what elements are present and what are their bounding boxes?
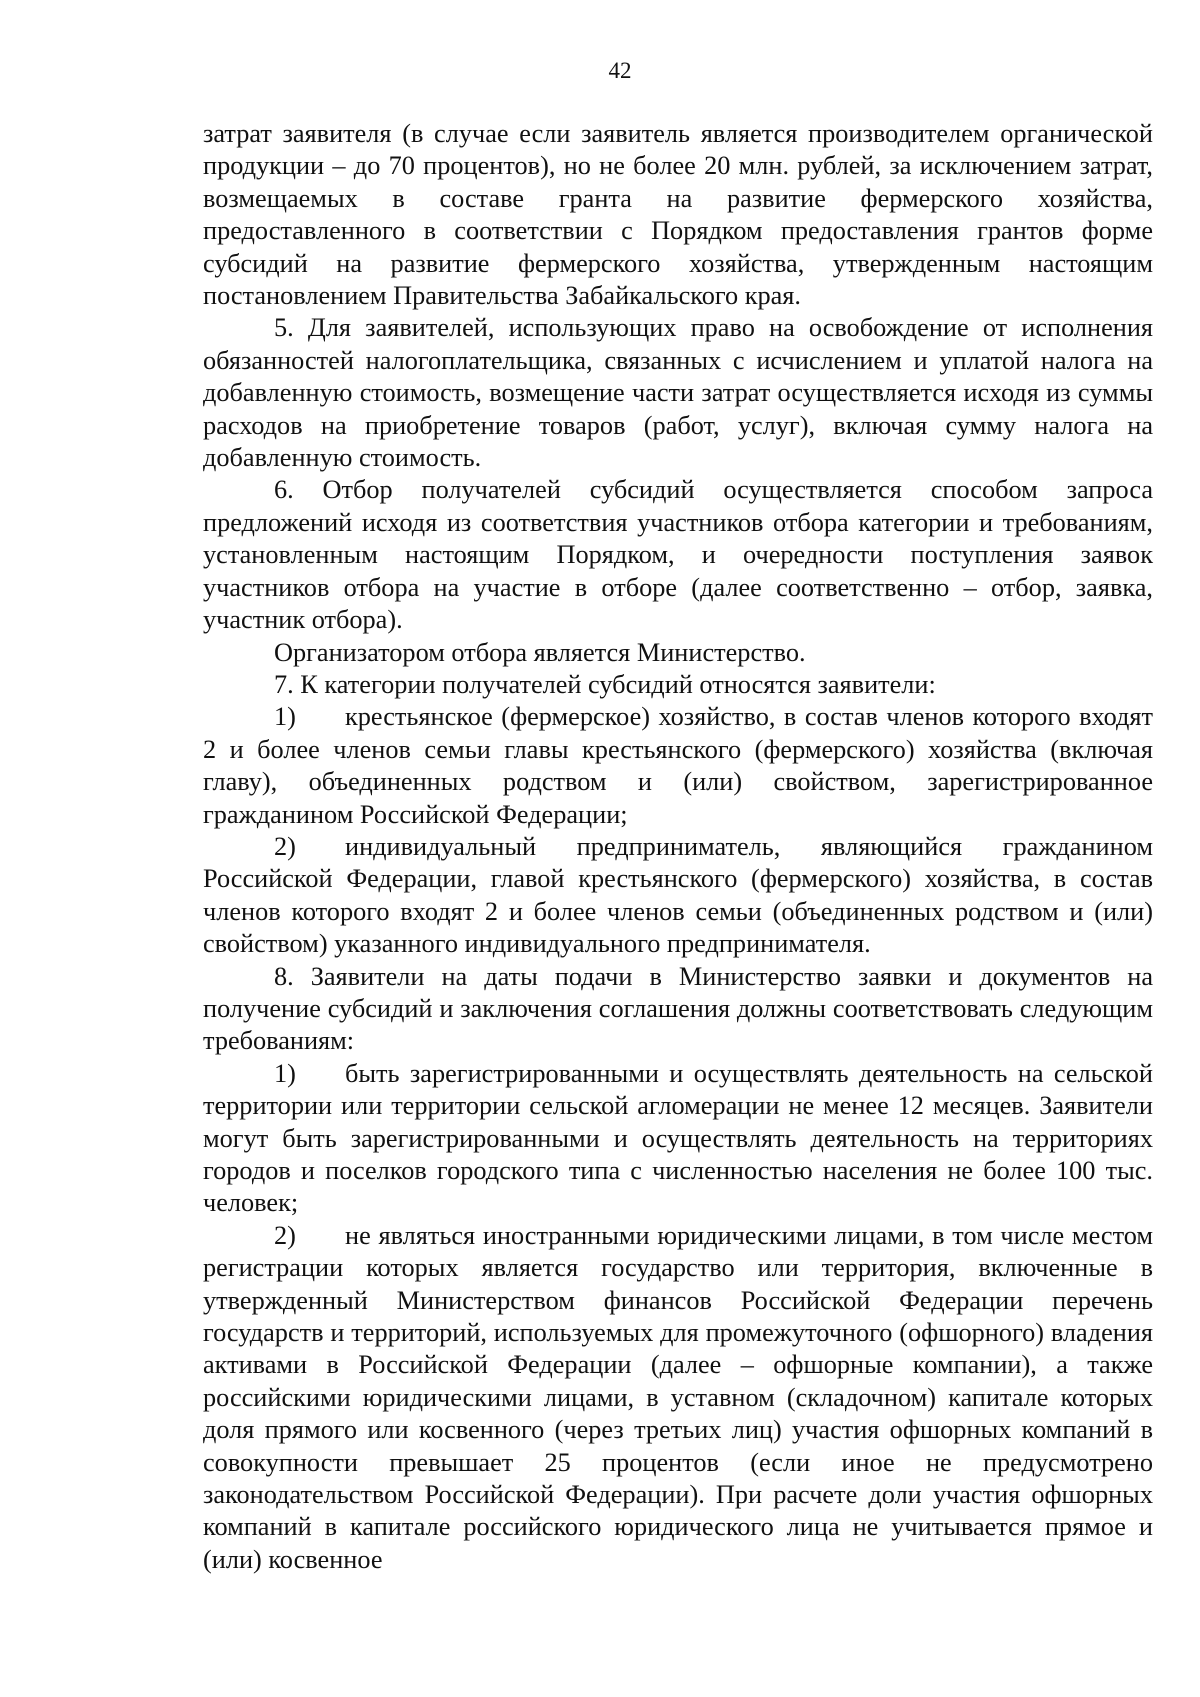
paragraph-5: 5. Для заявителей, использующих право на освобождение от исполнения обязанностей налогоплательщика, связанных с исчислением и уплатой налога на добавленную стоимость, возмещение части затрат осуществляется исходя из суммы расходов на приобретение товаров (работ, услуг), включая сумму налога на добавленную стоимость. bbox=[203, 313, 1153, 473]
list-item-number: 1) bbox=[274, 1058, 296, 1088]
paragraph-continuation: затрат заявителя (в случае если заявитель является производителем органической продукции – до 70 процентов), но не более 20 млн. рублей, за исключением затрат, возмещаемых в составе гранта на развитие фермерского хозяйства, предоставленного в соответствии с Порядком предоставления грантов форме субсидий на развитие фермерского хозяйства, утвержденным настоящим постановлением Правительства Забайкальского края. bbox=[203, 119, 1153, 311]
paragraph-organizer: Организатором отбора является Министерство. bbox=[274, 637, 806, 667]
paragraph-7: 7. К категории получателей субсидий относятся заявители: bbox=[274, 669, 936, 699]
list-item-text: не являться иностранными юридическими лицами, в том числе местом регистрации которых является государство или территория, включенные в утвержденный Министерством финансов Российской Федерации перечень государств и территорий, используемых для промежуточного (офшорного) владения активами в Российской Федерации (далее – офшорные компании), а также российскими юридическими лицами, в уставном (складочном) капитале которых доля прямого или косвенного (через третьих лиц) участия офшорных компаний в совокупности превышает 25 процентов (если иное не предусмотрено законодательством Российской Федерации). При расчете доли участия офшорных компаний в капитале российского юридического лица не учитывается прямое и (или) косвенное bbox=[203, 1220, 1153, 1574]
list-item-number: 2) bbox=[274, 831, 296, 861]
list-item-number: 2) bbox=[274, 1220, 296, 1250]
list-item-8-2 bbox=[203, 1220, 1153, 1576]
list-item-text: крестьянское (фермерское) хозяйство, в состав членов которого входят 2 и более членов семьи главы крестьянского (фермерского) хозяйства (включая главу), объединенных родством и (или) свойством, зарегистрированное гражданином Российской Федерации; bbox=[203, 702, 1153, 829]
list-item-text: индивидуальный предприниматель, являющийся гражданином Российской Федерации, главой крестьянского (фермерского) хозяйства, в состав членов которого входят 2 и более членов семьи (объединенных родством и (или) свойством) указанного индивидуального предпринимателя. bbox=[203, 831, 1153, 959]
list-item-7-2 bbox=[203, 831, 1153, 961]
list-item-7-1 bbox=[203, 701, 1153, 831]
list-item-8-1 bbox=[203, 1058, 1153, 1220]
paragraph-8: 8. Заявители на даты подачи в Министерство заявки и документов на получение субсидий и заключения соглашения должны соответствовать следующим требованиям: bbox=[203, 961, 1153, 1056]
page-number: 42 bbox=[608, 58, 632, 83]
document-body bbox=[203, 118, 1153, 1576]
paragraph-6: 6. Отбор получателей субсидий осуществляется способом запроса предложений исходя из соответствия участников отбора категории и требованиям, установленным настоящим Порядком, и очередности поступления заявок участников отбора на участие в отборе (далее соответственно – отбор, заявка, участник отбора). bbox=[203, 475, 1153, 635]
list-item-number: 1) bbox=[274, 702, 296, 732]
list-item-text: быть зарегистрированными и осуществлять деятельность на сельской территории или территории сельской агломерации не менее 12 месяцев. Заявители могут быть зарегистрированными и осуществлять деятельность на территориях городов и поселков городского типа с численностью населения не более 100 тыс. человек; bbox=[203, 1058, 1153, 1218]
